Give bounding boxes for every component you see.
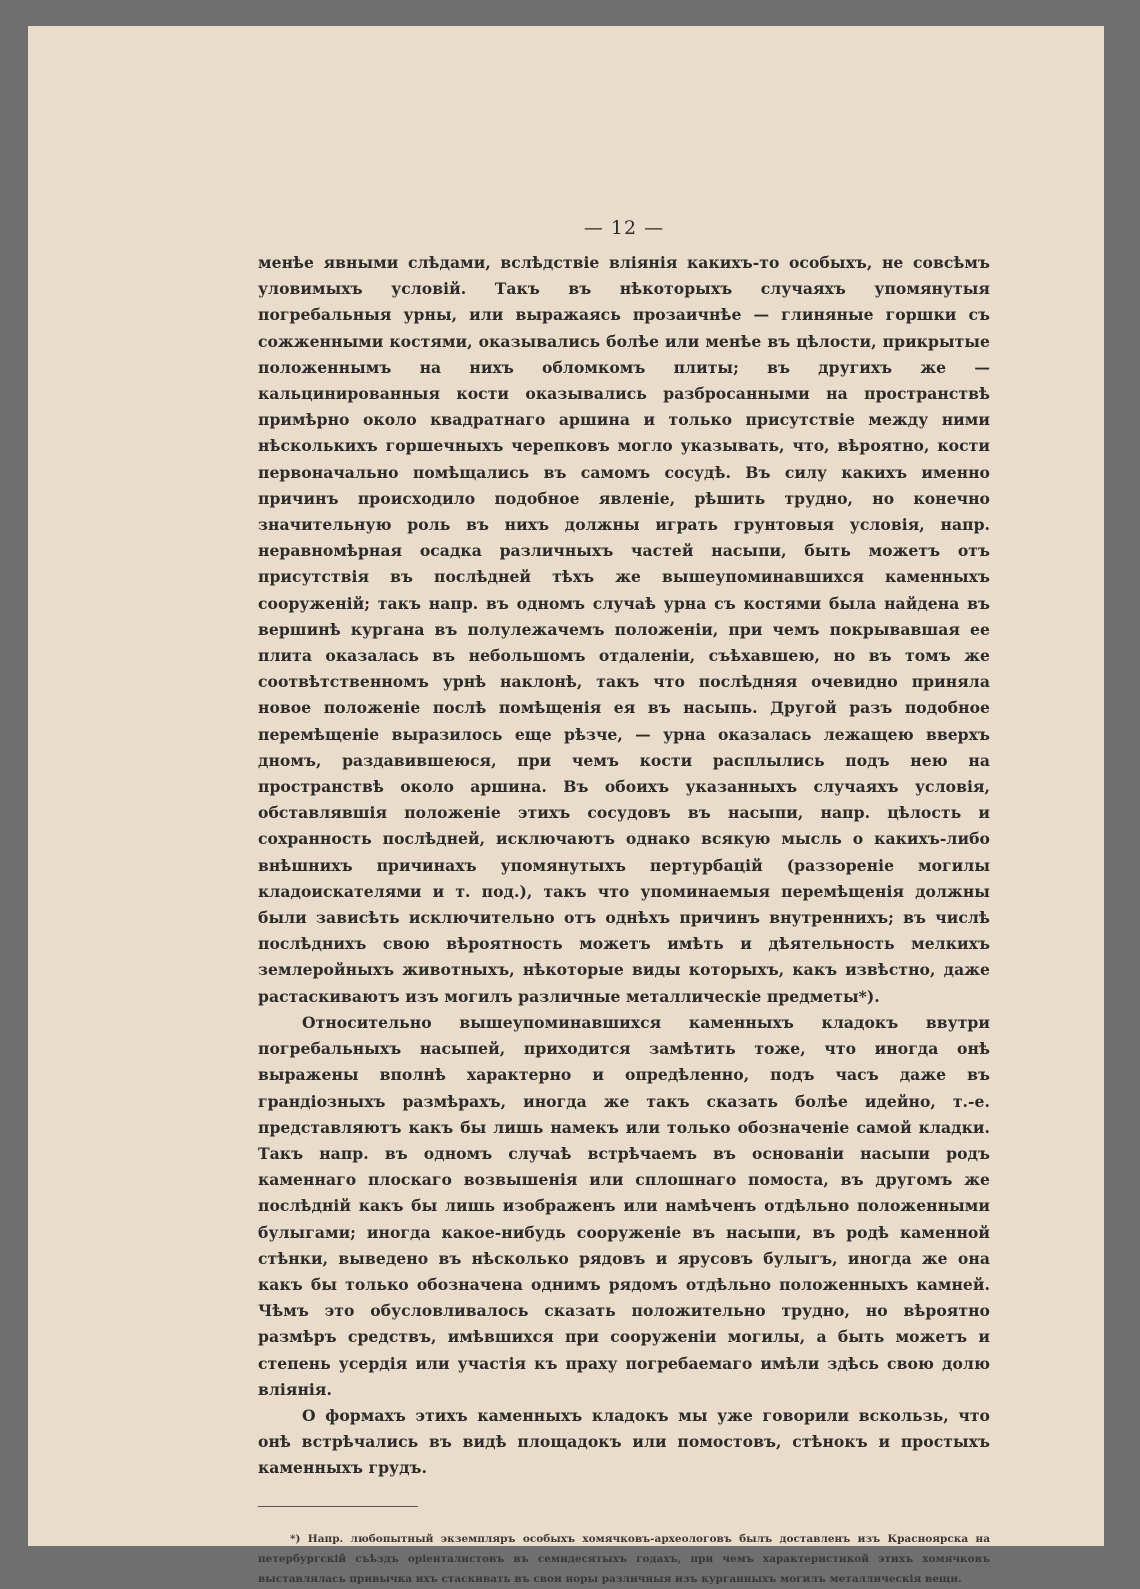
document-page (28, 26, 1104, 1585)
page-number: — 12 — (583, 217, 665, 239)
footnote-divider (258, 1506, 418, 1507)
paragraph-1: менѣе явными слѣдами, вслѣдствіе вліянія какихъ-то особыхъ, не совсѣмъ уловимыхъ условій. Такъ въ нѣкоторыхъ случаяхъ упомянутыя погребальныя урны, или выражаясь прозаичнѣе — глиняные горшки съ сожженными костями, оказывались болѣе или менѣе въ цѣлости, прикрытые положеннымъ на нихъ обломкомъ плиты; въ другихъ же — кальцинированныя кости оказывались разбросанными на пространствѣ примѣрно около квадратнаго аршина и только присутствіе между ними нѣсколькихъ горшечныхъ черепковъ могло указывать, что, вѣроятно, кости первоначально помѣщались въ самомъ сосудѣ. Въ силу какихъ именно причинъ происходило подобное явленіе, рѣшить трудно, но конечно значительную роль въ нихъ должны играть грунтовыя условія, напр. неравномѣрная осадка различныхъ частей насыпи, быть можетъ отъ присутствія въ послѣдней тѣхъ же вышеупоминавшихся каменныхъ сооруженій; такъ напр. въ одномъ случаѣ урна съ костями была найдена въ вершинѣ кургана въ полулежачемъ положеніи, при чемъ покрывавшая ее плита оказалась въ небольшомъ отдаленіи, съѣхавшею, но въ томъ же соотвѣтственномъ урнѣ наклонѣ, такъ что послѣдняя очевидно приняла новое положеніе послѣ помѣщенія ея въ насыпь. Другой разъ подобное перемѣщеніе выразилось еще рѣзче, — урна оказалась лежащею вверхъ дномъ, раздавившеюся, при чемъ кости расплылись подъ нею на пространствѣ около аршина. Въ обоихъ указанныхъ случаяхъ условія, обставлявшія положеніе этихъ сосудовъ въ насыпи, напр. цѣлость и сохранность послѣдней, исключаютъ однако всякую мысль о какихъ-либо внѣшнихъ причинахъ упомянутыхъ пертурбацій (раззореніе могилы кладоискателями и т. под.), такъ что упоминаемыя перемѣщенія должны были зависѣть исключительно отъ однѣхъ причинъ внутреннихъ; въ числѣ послѣднихъ свою вѣроятность можетъ имѣть и дѣятельность мелкихъ землеройныхъ животныхъ, нѣкоторые виды которыхъ, какъ извѣстно, даже растаскиваютъ изъ могилъ различные металлическіе предметы*). (258, 253, 990, 1006)
paragraph-3: О формахъ этихъ каменныхъ кладокъ мы уже говорили вскользь, что онѣ встрѣчались въ видѣ площадокъ или помостовъ, стѣнокъ и простыхъ каменныхъ грудъ. (258, 1405, 990, 1478)
text-block (258, 216, 990, 1589)
paragraph-2: Относительно вышеупоминавшихся каменныхъ кладокъ ввутри погребальныхъ насыпей, приходится замѣтить тоже, что иногда онѣ выражены вполнѣ характерно и опредѣленно, подъ часъ даже въ грандіозныхъ размѣрахъ, иногда же такъ сказать болѣе идейно, т.-е. представляютъ какъ бы лишь намекъ или только обозначеніе самой кладки. Такъ напр. въ одномъ случаѣ встрѣчаемъ въ основаніи насыпи родъ каменнаго плоскаго возвышенія или сплошнаго помоста, въ другомъ же послѣдній какъ бы лишь изображенъ или намѣченъ отдѣльно положенными булыгами; иногда какое-нибудь сооруженіе въ насыпи, въ родѣ каменной стѣнки, выведено въ нѣсколько рядовъ и ярусовъ булыгъ, иногда же она какъ бы только обозначена однимъ рядомъ отдѣльно положенныхъ камней. Чѣмъ это обусловливалось сказать положительно трудно, но вѣроятно размѣръ средствъ, имѣвшихся при сооруженіи могилы, а быть можетъ и степень усердія или участія къ праху погребаемаго имѣли здѣсь свою долю вліянія. (258, 1012, 990, 1399)
footnote: *) Напр. любопытный экземпляръ особыхъ хомячковъ-археологовъ былъ доставленъ изъ Красноярска на петербургскій съѣздъ оріенталистовъ въ семидесятыхъ годахъ, при чемъ характеристикой этихъ хомячковъ выставлялась привычка ихъ стаскивать въ свои норы различныя изъ курганныхъ могилъ металлическія вещи. (258, 1532, 990, 1585)
